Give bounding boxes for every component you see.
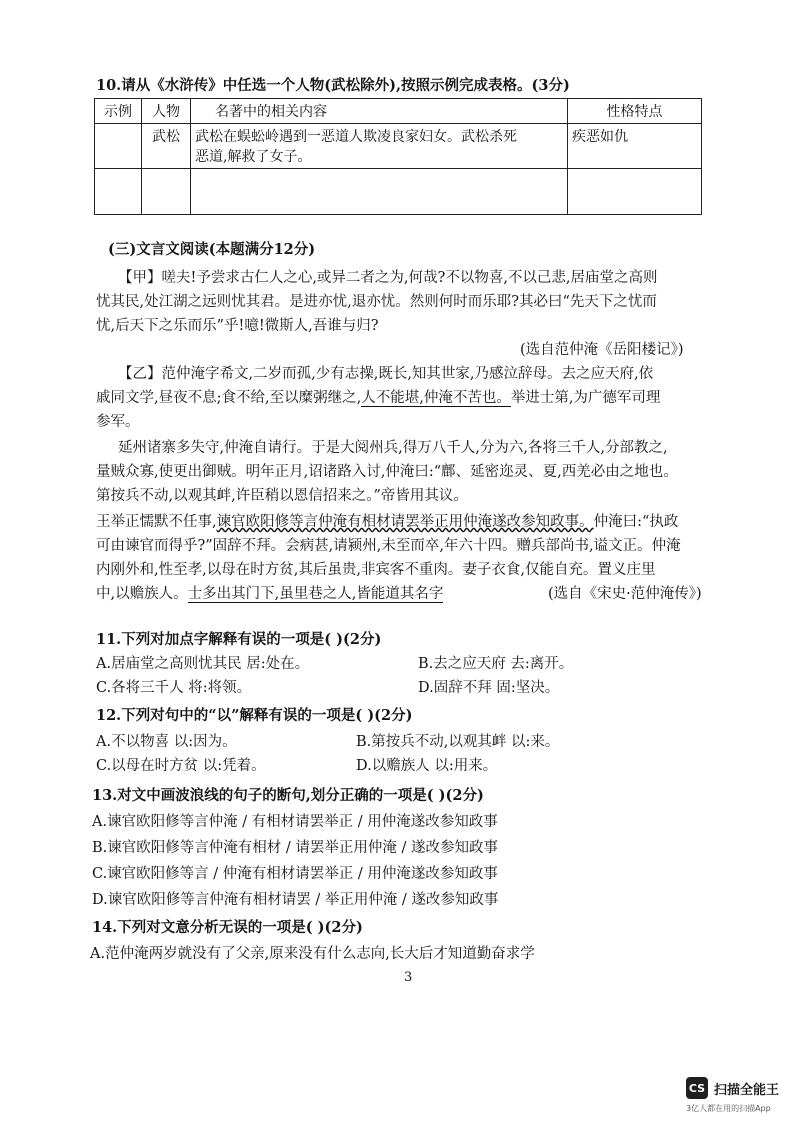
yi-source: (选自《宋史·范仲淹传》) — [548, 586, 702, 602]
q12-option-a: A.不以物喜 以:因为。 — [96, 734, 237, 750]
camscanner-name: 扫描全能王 — [714, 1082, 780, 1098]
q11-option-b: B.去之应天府 去:离开。 — [418, 656, 574, 672]
q13-stem: 13.对文中画波浪线的句子的断句,划分正确的一项是( )(2分) — [92, 787, 484, 804]
q11-stem: 11.下列对加点字解释有误的一项是( )(2分) — [96, 631, 382, 648]
yi-line2-part3: 举进士第,为广德军司理 — [510, 390, 661, 406]
section3-heading: (三)文言文阅读(本题满分12分) — [108, 241, 316, 258]
camscanner-tagline: 3亿人都在用的扫描App — [686, 1104, 771, 1113]
q12-stem: 12.下列对句中的“以”解释有误的一项是( )(2分) — [96, 707, 413, 724]
yi-line7-part1: 王举正懦默不任事, — [96, 514, 217, 530]
yi-line10-part1: 中,以赡族人。 — [96, 586, 188, 602]
answer-trait-cell[interactable] — [568, 169, 702, 215]
q13-option-a: A.谏官欧阳修等言仲淹 / 有相材请罢举正 / 用仲淹遂改参知政事 — [92, 814, 498, 830]
q11-option-c: C.各将三千人 将:将领。 — [96, 680, 252, 696]
yi-line2-part1: 戚同文学,昼夜不息;食不给,至以糜粥继之, — [96, 390, 362, 406]
page-number: 3 — [404, 970, 413, 985]
answer-content-cell[interactable] — [191, 169, 568, 215]
q11-option-a: A.居庙堂之高则忧其民 居:处在。 — [96, 656, 310, 672]
yi-line2-underlined: 人不能堪,仲淹不苦也。 — [361, 390, 511, 406]
jia-line1: 【甲】嗟夫!予尝求古仁人之心,或异二者之为,何哉?不以物喜,不以己悲,居庙堂之高则 — [118, 270, 658, 286]
example-cell-empty — [95, 124, 142, 169]
q13-option-b: B.谏官欧阳修等言仲淹有相材 / 请罢举正用仲淹 / 遂改参知政事 — [92, 840, 498, 856]
jia-line2: 忧其民,处江湖之远则忧其君。是进亦忧,退亦忧。然则何时而乐耶?其必曰“先天下之忧而 — [96, 294, 657, 310]
yi-line1: 【乙】范仲淹字希文,二岁而孤,少有志操,既长,知其世家,乃感泣辞母。去之应天府,依 — [118, 366, 654, 382]
header-example: 示例 — [95, 99, 142, 124]
q13-option-c: C.谏官欧阳修等言 / 仲淹有相材请罢举正 / 用仲淹遂改参知政事 — [92, 866, 498, 882]
q14-stem: 14.下列对文意分析无误的一项是( )(2分) — [92, 919, 363, 936]
camscanner-watermark — [686, 1077, 779, 1099]
yi-line8: 可由谏官而得乎?”固辞不拜。会病甚,请颍州,未至而卒,年六十四。赠兵部尚书,谥文正。仲淹 — [96, 538, 681, 554]
camscanner-logo-icon: CS — [686, 1077, 708, 1099]
yi-line3: 参军。 — [96, 414, 140, 430]
yi-line4: 延州诸寨多失守,仲淹自请行。于是大阅州兵,得万八千人,分为六,各将三千人,分部教之, — [118, 440, 668, 456]
q10-title: 10.请从《水浒传》中任选一个人物(武松除外),按照示例完成表格。(3分) — [96, 77, 570, 94]
yi-line6: 第按兵不动,以观其衅,许臣稍以恩信招来之。”帝皆用其议。 — [96, 488, 468, 504]
example-content-line2: 恶道,解救了女子。 — [195, 149, 312, 165]
yi-line10 — [96, 584, 443, 604]
example-trait: 疾恶如仇 — [568, 124, 702, 169]
yi-line7 — [96, 512, 678, 532]
yi-line2 — [96, 388, 660, 408]
q13-option-d: D.谏官欧阳修等言仲淹有相材请罢 / 举正用仲淹 / 遂改参知政事 — [92, 892, 499, 908]
jia-line3: 忧,后天下之乐而乐”乎!噫!微斯人,吾谁与归? — [96, 318, 379, 334]
q12-option-d: D.以赡族人 以:用来。 — [356, 758, 498, 774]
q10-table — [94, 98, 702, 215]
yi-line10-underlined: 士多出其门下,虽里巷之人,皆能道其名字 — [187, 586, 444, 602]
yi-line7-part3: 仲淹曰:“执政 — [593, 514, 679, 530]
q11-option-d: D.固辞不拜 固:坚决。 — [418, 680, 560, 696]
q12-option-b: B.第按兵不动,以观其衅 以:来。 — [356, 734, 560, 750]
example-person: 武松 — [142, 124, 191, 169]
yi-line5: 量贼众寡,使更出御贼。明年正月,诏诸路入讨,仲淹曰:“鄜、延密迩灵、夏,西羌必由之地也。 — [96, 464, 678, 480]
header-content: 名著中的相关内容 — [191, 99, 568, 124]
yi-line9: 内刚外和,性至孝,以母在时方贫,其后虽贵,非宾客不重肉。妻子衣食,仅能自充。置义庄里 — [96, 562, 656, 578]
yi-wavy-sentence: 谏官欧阳修等言仲淹有相材请罢举正用仲淹遂改参知政事。 — [216, 514, 594, 530]
header-person: 人物 — [142, 99, 191, 124]
header-trait: 性格特点 — [568, 99, 702, 124]
answer-cell-label — [95, 169, 142, 215]
answer-person-cell[interactable] — [142, 169, 191, 215]
example-content-line1: 武松在蜈蚣岭遇到一恶道人欺凌良家妇女。武松杀死 — [195, 129, 517, 145]
q12-option-c: C.以母在时方贫 以:凭着。 — [96, 758, 266, 774]
q14-option-a: A.范仲淹两岁就没有了父亲,原来没有什么志向,长大后才知道勤奋求学 — [90, 946, 535, 962]
example-content — [191, 124, 568, 169]
jia-source: (选自范仲淹《岳阳楼记》) — [520, 342, 684, 358]
